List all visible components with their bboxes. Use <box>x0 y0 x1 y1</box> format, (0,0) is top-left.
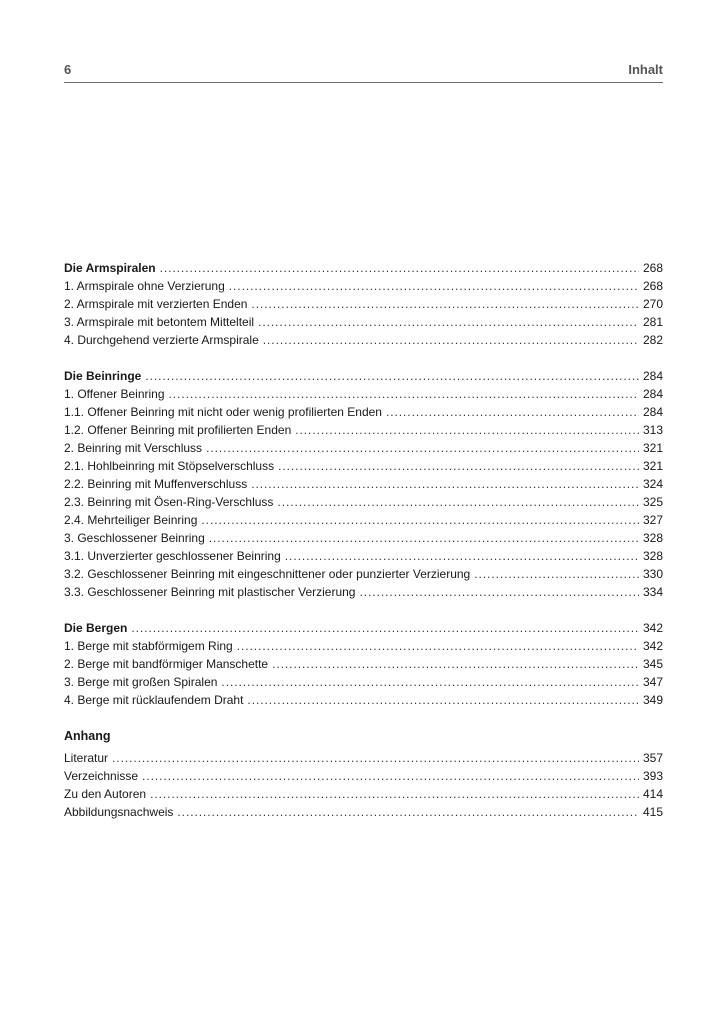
page-number: 6 <box>64 62 72 77</box>
page-header <box>64 62 663 83</box>
section-spacer <box>64 709 663 727</box>
table-of-contents <box>64 259 663 821</box>
section-spacer <box>64 601 663 619</box>
toc-entry: 2.3. Beinring mit Ösen-Ring-Verschluss . . . 325 <box>64 493 663 511</box>
toc-entry: 4. Berge mit rücklaufendem Draht . . . 349 <box>64 691 663 709</box>
toc-entry: 1. Berge mit stabförmigem Ring . . . 342 <box>64 637 663 655</box>
toc-entry: 2. Beinring mit Verschluss . . . 321 <box>64 439 663 457</box>
toc-entry: 2.2. Beinring mit Muffenverschluss . . . 324 <box>64 475 663 493</box>
anhang-heading: Anhang <box>64 729 111 743</box>
toc-entry: 1. Armspirale ohne Verzierung . . . 268 <box>64 277 663 295</box>
toc-section-heading: Die Armspiralen . . . 268 <box>64 259 663 277</box>
toc-entry: 3.1. Unverzierter geschlossener Beinring . . . 328 <box>64 547 663 565</box>
toc-entry: 1. Offener Beinring . . . 284 <box>64 385 663 403</box>
section-spacer <box>64 349 663 367</box>
toc-entry: 2.4. Mehrteiliger Beinring . . . 327 <box>64 511 663 529</box>
toc-entry: 1.1. Offener Beinring mit nicht oder wenig profilierten Enden . . . 284 <box>64 403 663 421</box>
toc-entry: 3.3. Geschlossener Beinring mit plastischer Verzierung . . . 334 <box>64 583 663 601</box>
toc-entry: 2. Armspirale mit verzierten Enden . . . 270 <box>64 295 663 313</box>
toc-section-heading: Die Bergen . . . 342 <box>64 619 663 637</box>
running-title: Inhalt <box>628 62 663 77</box>
toc-entry: 3.2. Geschlossener Beinring mit eingeschnittener oder punzierter Verzierung . . . 330 <box>64 565 663 583</box>
toc-section-heading: Die Beinringe . . . 284 <box>64 367 663 385</box>
toc-entry: 2.1. Hohlbeinring mit Stöpselverschluss . . . 321 <box>64 457 663 475</box>
toc-entry: Zu den Autoren . . . 414 <box>64 785 663 803</box>
toc-entry: Abbildungsnachweis . . . 415 <box>64 803 663 821</box>
toc-entry: 3. Armspirale mit betontem Mittelteil . . . 281 <box>64 313 663 331</box>
toc-entry: Literatur . . . 357 <box>64 749 663 767</box>
toc-entry: Verzeichnisse . . . 393 <box>64 767 663 785</box>
toc-entry: 1.2. Offener Beinring mit profilierten Enden . . . 313 <box>64 421 663 439</box>
toc-entry: 3. Berge mit großen Spiralen . . . 347 <box>64 673 663 691</box>
toc-entry: 3. Geschlossener Beinring . . . 328 <box>64 529 663 547</box>
toc-entry: 4. Durchgehend verzierte Armspirale . . . 282 <box>64 331 663 349</box>
toc-entry: 2. Berge mit bandförmiger Manschette . . . 345 <box>64 655 663 673</box>
